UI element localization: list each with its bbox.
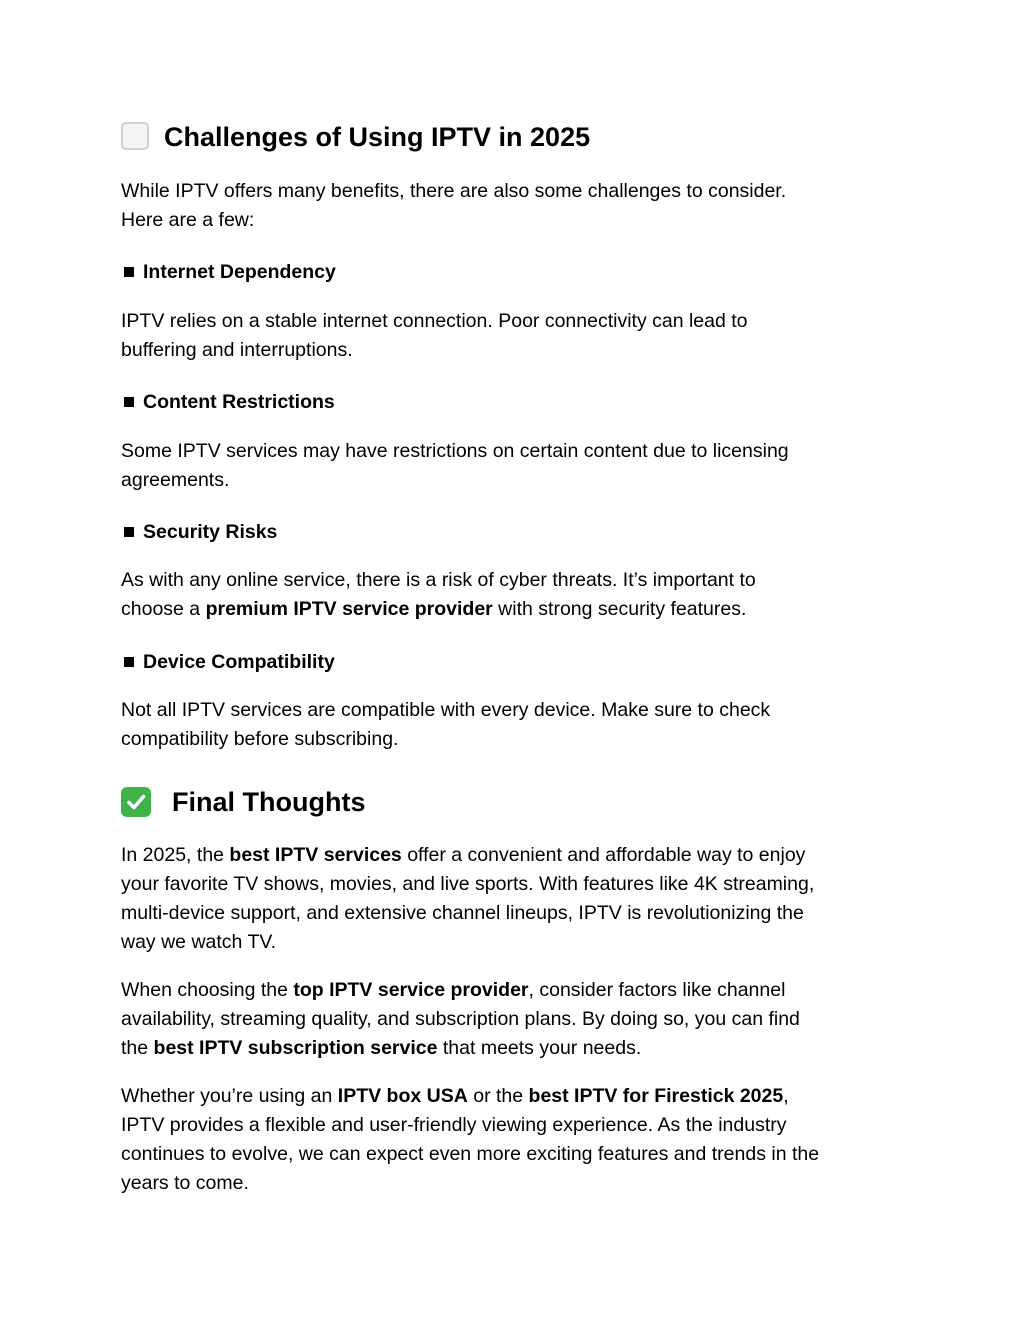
- square-bullet-icon: [124, 657, 134, 667]
- paragraph-line: [121, 976, 911, 1005]
- subheading-text: Content Restrictions: [143, 391, 335, 413]
- paragraph-internet-dependency: [121, 307, 911, 365]
- intro-line: Here are a few:: [121, 209, 255, 231]
- subheading-content-restrictions: [124, 389, 335, 415]
- paragraph-line: [121, 841, 911, 870]
- paragraph-device-compatibility: [121, 696, 911, 754]
- bold-phrase: best IPTV subscription service: [153, 1037, 438, 1059]
- white-square-icon: [121, 122, 151, 152]
- bold-phrase: premium IPTV service provider: [205, 598, 493, 620]
- square-bullet-icon: [124, 527, 134, 537]
- final-thoughts-heading-text: Final Thoughts: [172, 787, 366, 817]
- paragraph-line: agreements.: [121, 469, 230, 491]
- text-run: Whether you’re using an: [121, 1085, 338, 1107]
- text-run: ,: [783, 1085, 789, 1107]
- square-bullet-icon: [124, 267, 134, 277]
- final-paragraph-3: [121, 1082, 911, 1198]
- paragraph-line: IPTV relies on a stable internet connection. Poor connectivity can lead to: [121, 310, 748, 332]
- paragraph-line: Not all IPTV services are compatible with every device. Make sure to check: [121, 699, 771, 721]
- challenges-heading-text: Challenges of Using IPTV in 2025: [164, 122, 591, 152]
- paragraph-security-risks: [121, 566, 911, 624]
- paragraph-line: availability, streaming quality, and subscription plans. By doing so, you can find: [121, 1008, 800, 1030]
- bold-phrase: best IPTV services: [229, 844, 402, 866]
- paragraph-line: [121, 1082, 911, 1111]
- final-thoughts-heading: [121, 786, 365, 818]
- bold-phrase: best IPTV for Firestick 2025: [528, 1085, 784, 1107]
- challenges-heading: [121, 121, 590, 153]
- paragraph-line: compatibility before subscribing.: [121, 728, 399, 750]
- square-bullet-icon: [124, 397, 134, 407]
- subheading-text: Internet Dependency: [143, 261, 336, 283]
- text-run: that meets your needs.: [437, 1037, 642, 1059]
- intro-line: While IPTV offers many benefits, there are also some challenges to consider.: [121, 180, 787, 202]
- text-run: In 2025, the: [121, 844, 230, 866]
- text-run: or the: [467, 1085, 529, 1107]
- text-run: with strong security features.: [492, 598, 747, 620]
- paragraph-line: Some IPTV services may have restrictions on certain content due to licensing: [121, 440, 789, 462]
- challenges-intro: [121, 177, 911, 235]
- paragraph-line: multi-device support, and extensive channel lineups, IPTV is revolutionizing the: [121, 902, 804, 924]
- paragraph-line: your favorite TV shows, movies, and live sports. With features like 4K streaming,: [121, 873, 815, 895]
- paragraph-line: [121, 595, 911, 624]
- paragraph-line: IPTV provides a flexible and user-friendly viewing experience. As the industry: [121, 1114, 787, 1136]
- bold-phrase: top IPTV service provider: [293, 979, 529, 1001]
- subheading-security-risks: [124, 519, 277, 545]
- text-run: offer a convenient and affordable way to enjoy: [401, 844, 806, 866]
- text-run: choose a: [121, 598, 206, 620]
- subheading-text: Device Compatibility: [143, 651, 335, 673]
- text-run: , consider factors like channel: [528, 979, 786, 1001]
- paragraph-line: way we watch TV.: [121, 931, 276, 953]
- paragraph-line: [121, 1034, 911, 1063]
- subheading-internet-dependency: [124, 259, 336, 285]
- text-run: When choosing the: [121, 979, 294, 1001]
- subheading-text: Security Risks: [143, 521, 278, 543]
- bold-phrase: IPTV box USA: [337, 1085, 468, 1107]
- paragraph-line: buffering and interruptions.: [121, 339, 353, 361]
- check-mark-icon: [121, 787, 151, 817]
- final-paragraph-2: [121, 976, 911, 1063]
- paragraph-line: As with any online service, there is a risk of cyber threats. It’s important to: [121, 569, 756, 591]
- subheading-device-compatibility: [124, 649, 335, 675]
- text-run: the: [121, 1037, 154, 1059]
- paragraph-content-restrictions: [121, 437, 911, 495]
- paragraph-line: continues to evolve, we can expect even more exciting features and trends in the: [121, 1143, 820, 1165]
- final-paragraph-1: [121, 841, 911, 957]
- paragraph-line: years to come.: [121, 1172, 249, 1194]
